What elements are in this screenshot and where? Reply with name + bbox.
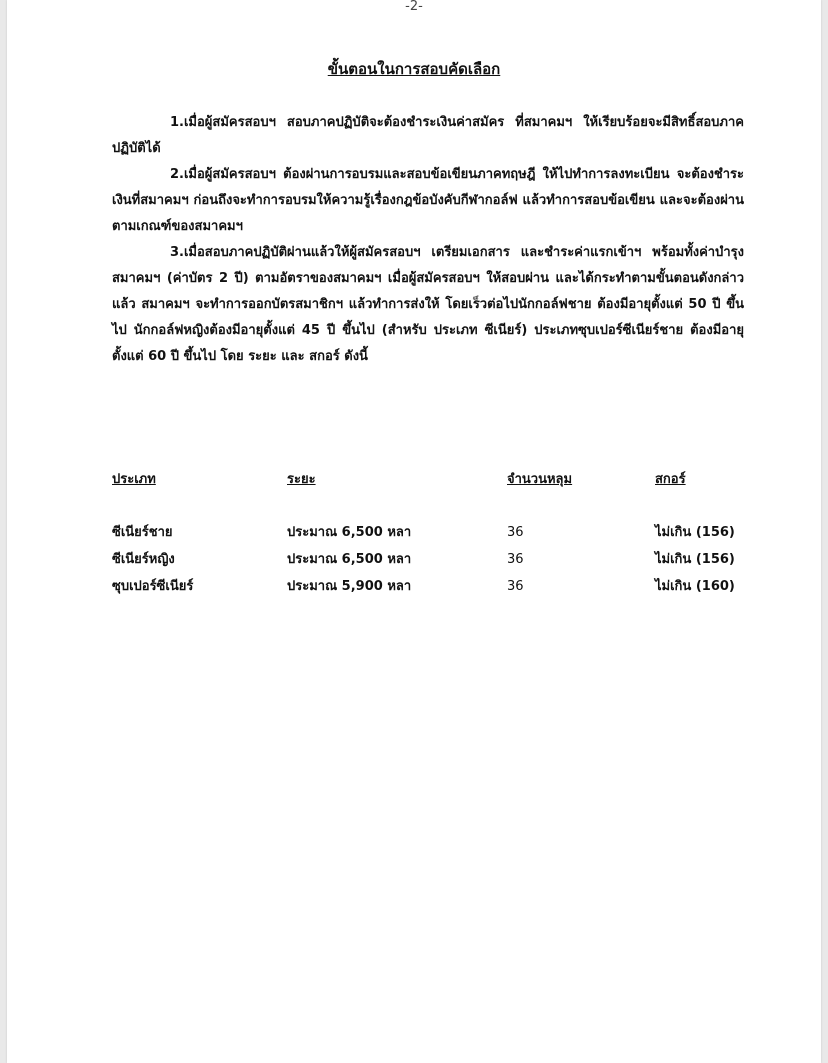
document-page bbox=[7, 0, 821, 1063]
header-score: สกอร์ bbox=[655, 472, 686, 487]
score-cell: ไม่เกิน (156) bbox=[655, 552, 735, 567]
score-cell: ไม่เกิน (156) bbox=[655, 525, 735, 540]
distance-cell: ประมาณ 6,500 หลา bbox=[287, 552, 412, 567]
document-title: ขั้นตอนในการสอบคัดเลือก bbox=[327, 60, 501, 78]
holes-cell: 36 bbox=[507, 552, 524, 567]
score-cell: ไม่เกิน (160) bbox=[655, 579, 735, 594]
paragraph-2: 2.เมื่อผู้สมัครสอบฯ ต้องผ่านการอบรมและสอบข้อเขียนภาคทฤษฎี ให้ไปทำการลงทะเบียน จะต้องชำระเงินที่สมาคมฯ ก่อนถึงจะทำการอบรมให้ความรู้เรื่องกฎข้อบังคับกีฬากอล์ฟ แล้วทำการสอบข้อเขียน และจะต้องผ่านตามเกณฑ์ของสมาคมฯ bbox=[112, 167, 744, 234]
category-cell: ซุบเปอร์ซีเนียร์ bbox=[112, 579, 194, 594]
table-row bbox=[112, 546, 752, 573]
holes-cell: 36 bbox=[507, 579, 524, 594]
table-row bbox=[112, 573, 752, 600]
criteria-table bbox=[112, 466, 752, 600]
paragraph-1: 1.เมื่อผู้สมัครสอบฯ สอบภาคปฏิบัติจะต้องชำระเงินค่าสมัคร ที่สมาคมฯ ให้เรียบร้อยจะมีสิทธิ์สอบภาคปฏิบัติได้ bbox=[112, 115, 744, 156]
table-row bbox=[112, 519, 752, 546]
category-cell: ซีเนียร์หญิง bbox=[112, 552, 175, 567]
table-header-row bbox=[112, 466, 752, 493]
header-distance: ระยะ bbox=[287, 472, 316, 487]
header-holes: จำนวนหลุม bbox=[507, 472, 573, 487]
page-number: -2- bbox=[405, 0, 423, 14]
header-category: ประเภท bbox=[112, 472, 156, 487]
distance-cell: ประมาณ 5,900 หลา bbox=[287, 579, 412, 594]
paragraph-3: 3.เมื่อสอบภาคปฏิบัติผ่านแล้วให้ผู้สมัครสอบฯ เตรียมเอกสาร และชำระค่าแรกเข้าฯ พร้อมทั้งค่าบำรุงสมาคมฯ (ค่าบัตร 2 ปี) ตามอัตราของสมาคมฯ เมื่อผู้สมัครสอบฯ ให้สอบผ่าน และได้กระทำตามขั้นตอนดังกล่าวแล้ว สมาคมฯ จะทำการออกบัตรสมาชิกฯ แล้วทำการส่งให้ โดยเร็วต่อไปนักกอล์ฟชาย ต้องมีอายุตั้งแต่ 50 ปี ขึ้นไป นักกอล์ฟหญิงต้องมีอายุตั้งแต่ 45 ปี ขึ้นไป (สำหรับ ประเภท ซีเนียร์) ประเภทซุบเปอร์ซีเนียร์ชาย ต้องมีอายุ ตั้งแต่ 60 ปี ขึ้นไป โดย ระยะ และ สกอร์ ดังนี้ bbox=[112, 245, 744, 364]
distance-cell: ประมาณ 6,500 หลา bbox=[287, 525, 412, 540]
category-cell: ซีเนียร์ชาย bbox=[112, 525, 173, 540]
holes-cell: 36 bbox=[507, 525, 524, 540]
document-body bbox=[112, 110, 744, 370]
